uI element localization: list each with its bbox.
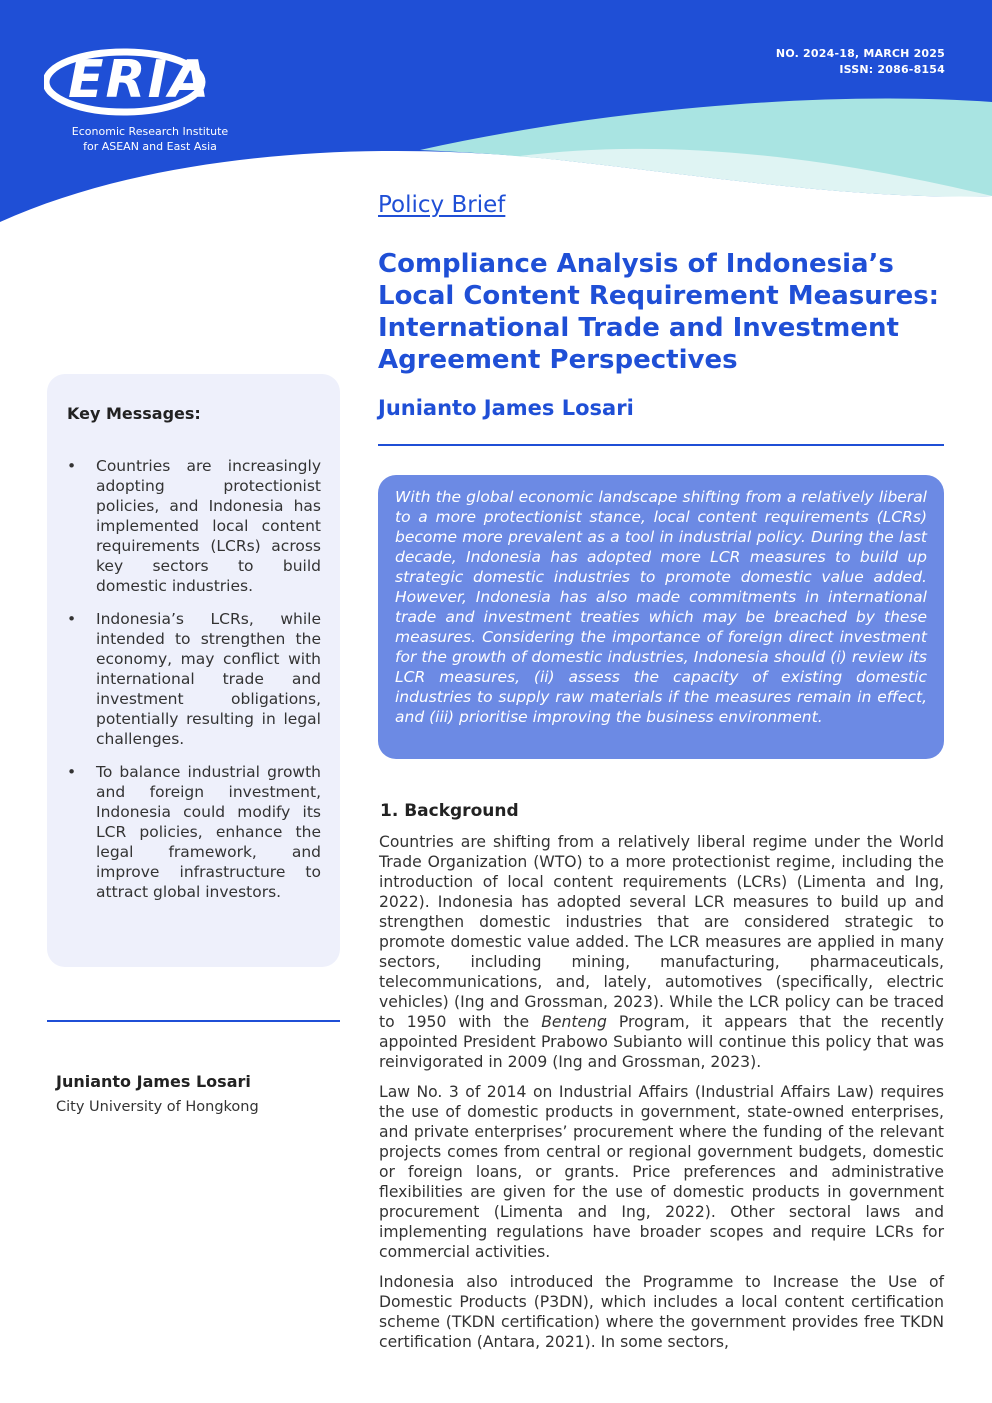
bullet-icon: • — [67, 763, 77, 781]
section-heading: 1. Background — [380, 801, 519, 821]
key-message-item — [67, 762, 321, 902]
sidebar-divider — [47, 1020, 340, 1022]
abstract-box — [378, 475, 944, 759]
org-name — [50, 124, 250, 154]
body-italic-term: Benteng — [541, 1013, 607, 1031]
issn: ISSN: 2086-8154 — [839, 63, 945, 76]
author-name: Junianto James Losari — [56, 1072, 251, 1091]
key-message-text: Countries are increasingly adopting protectionist policies, and Indonesia has implemented local content requirements (LCRs) across key sectors to build domestic industries. — [96, 457, 321, 595]
bullet-icon: • — [67, 610, 77, 628]
key-messages-list — [67, 456, 321, 915]
key-messages-box — [47, 374, 340, 967]
org-name-line2: for ASEAN and East Asia — [83, 140, 217, 153]
title-divider — [378, 444, 944, 446]
body-paragraph-part: Countries are shifting from a relatively liberal regime under the World Trade Organization (WTO) to a more protectionist regime, including the introduction of local content requirements (LCRs) (Limenta and Ing, 2022). Indonesia has adopted several LCR measures to build up and strengthen domestic industries that are considered strategic to promote domestic value added. The LCR measures are applied in many sectors, including mining, manufacturing, pharmaceuticals, telecommunications, and, lately, automotives (specifically, electric vehicles) (Ing and Grossman, 2023). While the LCR policy can be traced to 1950 with the — [379, 833, 944, 1031]
eria-logo — [44, 44, 264, 124]
key-message-text: To balance industrial growth and foreign investment, Indonesia could modify its LCR policies, enhance the legal framework, and improve infrastructure to attract global investors. — [96, 763, 321, 901]
doc-type-label: Policy Brief — [378, 192, 506, 218]
body-paragraph: Indonesia also introduced the Programme to Increase the Use of Domestic Products (P3DN), which includes a local content certification scheme (TKDN certification) where the government provides free TKDN certification (Antara, 2021). In some sectors, — [379, 1273, 944, 1351]
key-message-item — [67, 609, 321, 749]
issue-info — [776, 46, 945, 78]
body-paragraph: Law No. 3 of 2014 on Industrial Affairs (Industrial Affairs Law) requires the use of domestic products in government, state-owned enterprises, and private enterprises’ procurement where the funding of the relevant projects comes from central or regional government budgets, domestic or foreign loans, or grants. Price preferences and administrative flexibilities are given for the use of domestic products in government procurement (Limenta and Ing, 2022). Other sectoral laws and implementing regulations have broader scopes and require LCRs for commercial activities. — [379, 1083, 944, 1261]
issue-number: NO. 2024-18, MARCH 2025 — [775, 47, 945, 60]
body-paragraph-part: Program, it appears that the recently appointed President Prabowo Subianto will continue this policy that was reinvigorated in 2009 (Ing and Grossman, 2023). — [379, 1013, 944, 1071]
author-affiliation: City University of Hongkong — [56, 1099, 259, 1115]
abstract-text: With the global economic landscape shifting from a relatively liberal to a more protectionist stance, local content requirements (LCRs) become more prevalent as a tool in industrial policy. During the last decade, Indonesia has adopted more LCR measures to build up strategic domestic industries to promote domestic value added. However, Indonesia has also made commitments in international trade and investment treaties which may be breached by these measures. Considering the importance of foreign direct investment for the growth of domestic industries, Indonesia should (i) review its LCR measures, (ii) assess the capacity of existing domestic industries to supply raw materials if the measures remain in effect, and (iii) prioritise improving the business environment. — [395, 488, 927, 726]
page-title: Compliance Analysis of Indonesia’s Local Content Requirement Measures: International Trade and Investment Agreement Perspectives — [378, 249, 940, 375]
logo-wordmark: ERIA — [68, 50, 212, 110]
body-text — [379, 832, 944, 1362]
org-name-line1: Economic Research Institute — [71, 125, 229, 138]
author-heading: Junianto James Losari — [378, 396, 634, 420]
key-messages-title: Key Messages: — [67, 404, 201, 423]
body-paragraph — [379, 832, 944, 1072]
bullet-icon: • — [67, 457, 77, 475]
key-message-text: Indonesia’s LCRs, while intended to strengthen the economy, may conflict with international trade and investment obligations, potentially resulting in legal challenges. — [96, 610, 321, 748]
key-message-item — [67, 456, 321, 596]
